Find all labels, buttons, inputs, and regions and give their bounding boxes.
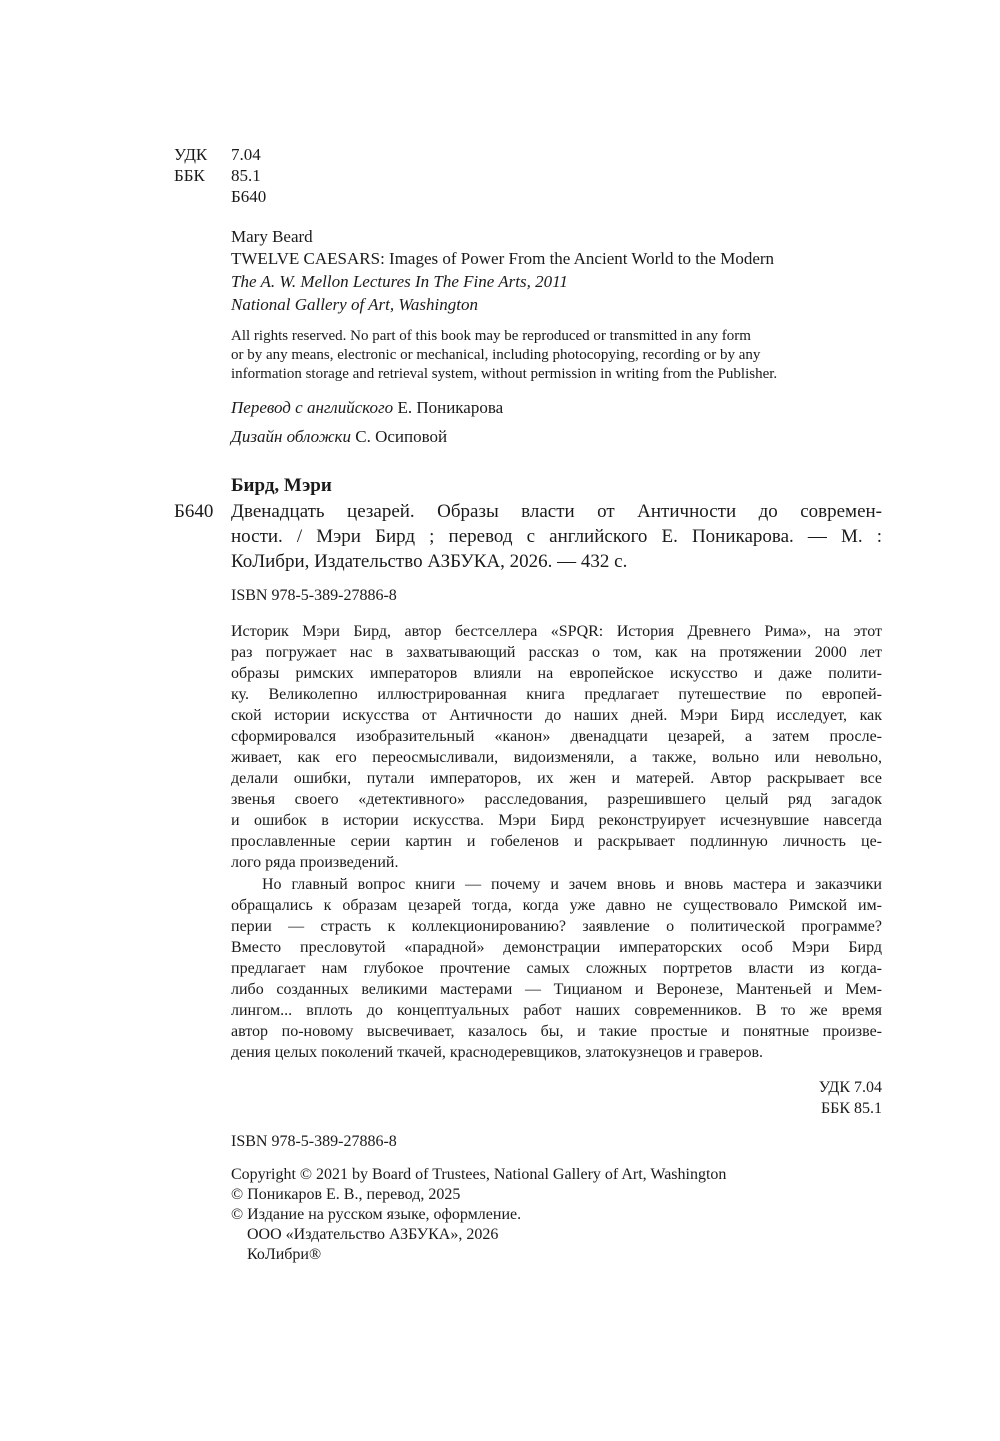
isbn-bottom: ISBN 978-5-389-27886-8 (231, 1133, 397, 1150)
annotation-p1-line-2: раз погружает нас в захватывающий рассказ о том, как на протяжении 2000 лет (231, 644, 882, 661)
bib-line-3: КоЛибри, Издательство АЗБУКА, 2026. — 432 с. (231, 551, 628, 572)
annotation-p1-line-11: прославленные серии картин и гобеленов и раскрывает подлинную личность це- (231, 833, 882, 850)
original-publisher: National Gallery of Art, Washington (231, 295, 478, 314)
rights-line-2: or by any means, electronic or mechanical, including photocopying, recording or by any (231, 347, 761, 363)
annotation-p1-line-3: образы римских императоров влияли на европейское искусство и даже полити- (231, 665, 882, 682)
original-author: Mary Beard (231, 227, 313, 246)
design-name: С. Осиповой (355, 427, 448, 446)
footer-udk: УДК 7.04 (818, 1079, 882, 1096)
annotation-p2-line-6: либо созданных великими мастерами — Тицианом и Веронезе, Мантеньей и Мем- (231, 981, 882, 998)
annotation-p2-line-7: лингом... вплоть до концептуальных работ наших современников. В то же время (231, 1002, 882, 1019)
annotation-p2-line-5: предлагает нам глубокое прочтение самых сложных портретов власти из когда- (231, 960, 882, 977)
bib-mark: Б640 (174, 501, 214, 522)
rights-line-1: All rights reserved. No part of this book may be reproduced or transmitted in any form (231, 328, 751, 344)
design-label: Дизайн обложки (231, 427, 351, 446)
translation-label: Перевод с английского (231, 398, 394, 417)
annotation-p1-line-7: живает, как его переосмысливали, видоизменяли, а также, вольно или невольно, (231, 749, 882, 766)
copyright-line-1: Copyright © 2021 by Board of Trustees, National Gallery of Art, Washington (231, 1166, 727, 1183)
bib-line-1: Двенадцать цезарей. Образы власти от Античности до современ- (231, 501, 882, 522)
udk-label: УДК (174, 145, 208, 164)
annotation-p2-line-4: Вместо пресловутой «парадной» демонстрации императорских особ Мэри Бирд (231, 939, 882, 956)
copyright-line-3: © Издание на русском языке, оформление. (231, 1206, 522, 1223)
original-title: TWELVE CAESARS: Images of Power From the Ancient World to the Modern (231, 249, 775, 268)
design-credit (231, 427, 447, 447)
annotation-p1-line-6: сформировался изобразительный «канон» двенадцати цезарей, а затем просле- (231, 728, 882, 745)
annotation-p1-line-10: и ошибок в истории искусства. Мэри Бирд реконструирует исчезнувшие навсегда (231, 812, 882, 829)
translation-name: Е. Поникарова (397, 398, 504, 417)
annotation-p2-line-3: перии — страсть к коллекционированию? заявление о политической программе? (231, 918, 882, 935)
bib-line-2: ности. / Мэри Бирд ; перевод с английского Е. Поникарова. — М. : (231, 526, 882, 547)
copyright-line-4: ООО «Издательство АЗБУКА», 2026 (247, 1226, 499, 1243)
annotation-p2-line-1: Но главный вопрос книги — почему и зачем вновь и вновь мастера и заказчики (262, 876, 882, 893)
annotation-p2-line-8: автор по-новому высвечивает, казалось бы, и такие простые и понятные произве- (231, 1023, 882, 1040)
annotation-p2-line-9: дения целых поколений ткачей, краснодеревщиков, златокузнецов и граверов. (231, 1044, 764, 1061)
annotation-p1-line-5: ской истории искусства от Античности до наших дней. Мэри Бирд исследует, как (231, 707, 882, 724)
copyright-line-5: КоЛибри® (247, 1246, 322, 1263)
annotation-p1-line-8: делали ошибки, путали императоров, их жен и матерей. Автор раскрывает все (231, 770, 882, 787)
bib-isbn: ISBN 978-5-389-27886-8 (231, 587, 397, 604)
annotation-p2-line-2: обращались к образам цезарей тогда, когда уже давно не существовало Римской им- (231, 897, 882, 914)
bbk-label: ББК (174, 166, 205, 185)
rights-line-3: information storage and retrieval system, without permission in writing from the Publisher. (231, 366, 778, 382)
original-series: The A. W. Mellon Lectures In The Fine Arts, 2011 (231, 272, 568, 291)
bbk-value: 85.1 (231, 166, 261, 185)
annotation-p1-line-9: звенья своего «детективного» расследования, разрешившего целый ряд загадок (231, 791, 882, 808)
annotation-p1-line-4: ку. Великолепно иллюстрированная книга предлагает путешествие по европей- (231, 686, 882, 703)
udk-value: 7.04 (231, 145, 261, 164)
bib-author-heading: Бирд, Мэри (231, 475, 332, 496)
footer-bbk: ББК 85.1 (820, 1100, 882, 1117)
translation-credit (231, 398, 503, 418)
author-mark: Б640 (231, 187, 267, 206)
annotation-p1-line-1: Историк Мэри Бирд, автор бестселлера «SPQR: История Древнего Рима», на этот (231, 623, 882, 640)
copyright-line-2: © Поникаров Е. В., перевод, 2025 (231, 1186, 461, 1203)
annotation-p1-line-12: лого ряда произведений. (231, 854, 399, 871)
